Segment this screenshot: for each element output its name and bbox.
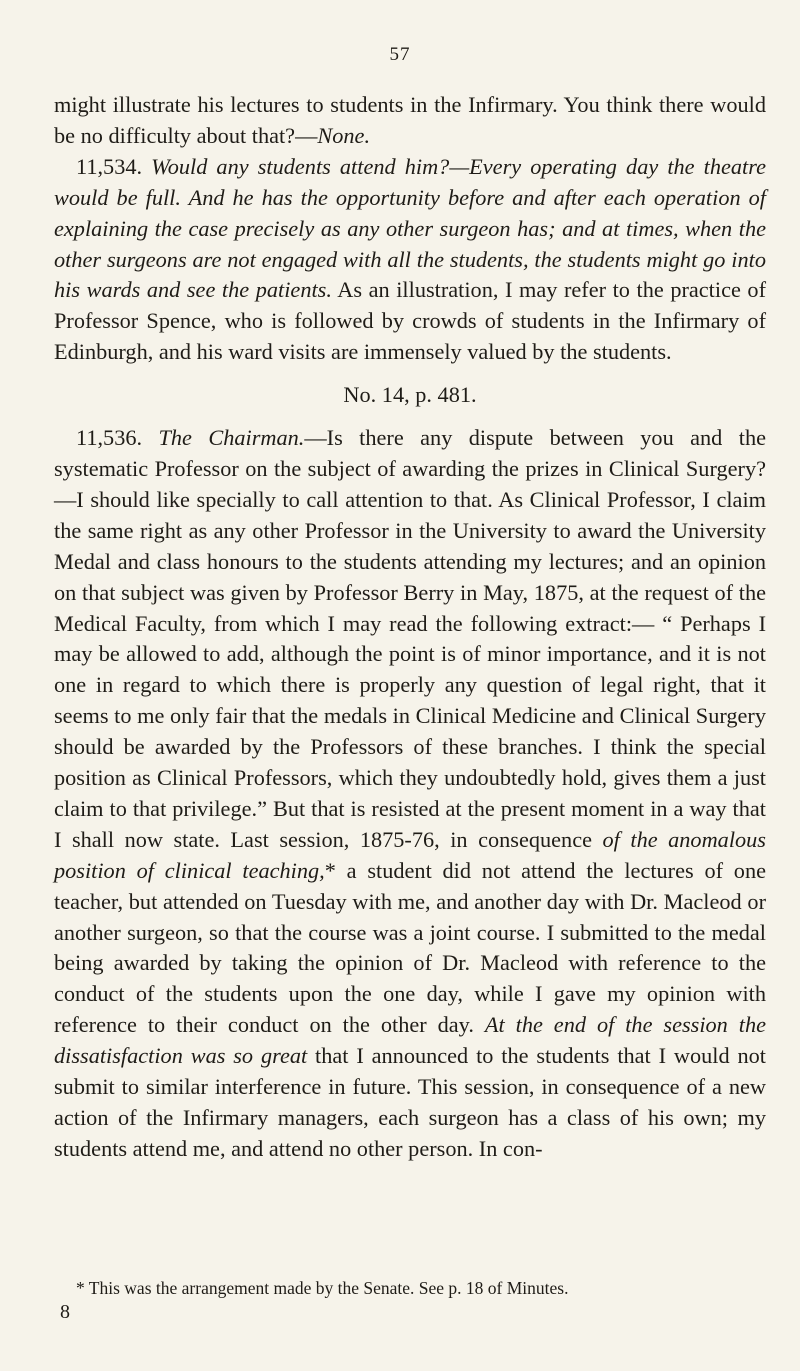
text-run: No. 14, p. 481. — [343, 382, 477, 408]
paragraph-question-11536 — [54, 423, 766, 1165]
text-run: that I announced to the students that I would not submit to similar interference in future. This session, in consequence of a new action of the Infirmary managers, each surgeon has a class of his own; my students attend me, and attend no other person. In con- — [54, 1043, 766, 1161]
italic-text-run: The Chairman. — [158, 425, 305, 451]
paragraph-1 — [54, 90, 766, 152]
page-number: 57 — [389, 44, 411, 65]
italic-text-run: Would any students attend him?—Every operating day the theatre would be full. And he has the opportunity before and after each operation of explaining the case precisely as any other surgeon has; and at times, when the other surgeons are not engaged with all the students, the students might go into his wards and see the patients. — [54, 153, 766, 303]
text-run: * a student did not attend the lectures of one teacher, but attended on Tuesday with me, and another day with Dr. Macleod or another surgeon, so that the course was a joint course. I submitted to the medal being awarded by taking the opinion of Dr. Macleod with reference to the conduct of the students upon the one day, while I gave my opinion with reference to their conduct on the other day. — [54, 857, 766, 1038]
italic-text-run: None. — [317, 122, 371, 148]
body-text — [54, 90, 766, 1165]
section-reference — [54, 380, 766, 411]
text-run: might illustrate his lectures to students in the Infirmary. You think there would be no difficulty about that?— — [54, 92, 766, 148]
text-run: —Is there any dispute between you and the systematic Professor on the subject of awarding the prizes in Clinical Surgery?—I should like specially to call attention to that. As Clinical Professor, I claim the same right as any other Professor in the University to award the University Medal and class honours to the students attending my lectures; and an opinion on that subject was given by Professor Berry in May, 1875, at the request of the Medical Faculty, from which I may read the following extract:— “ Perhaps I may be allowed to add, although the point is of minor importance, and it is not one in regard to which there is properly any question of legal right, that it seems to me only fair that the medals in Clinical Medicine and Clinical Surgery should be awarded by the Professors of these branches. I think the special position as Clinical Professors, which they undoubtedly hold, gives them a just claim to that privilege.” But that is resisted at the present moment in a way that I shall now state. Last session, 1875-76, in consequence — [54, 425, 766, 852]
signature-mark: 8 — [60, 1301, 70, 1323]
paragraph-question-11534 — [54, 152, 766, 368]
text-run: As an illustration, I may refer to the practice of Professor Spence, who is followed by crowds of students in the Infirmary of Edinburgh, and his ward visits are immensely valued by the students. — [54, 277, 767, 365]
footnote: * This was the arrangement made by the Senate. See p. 18 of Minutes. — [76, 1278, 569, 1298]
italic-text-run: of the anomalous position of clinical teaching, — [54, 826, 766, 883]
text-run: 11,534. — [76, 153, 152, 179]
italic-text-run: At the end of the session the dissatisfaction was so great — [54, 1012, 766, 1069]
text-run: 11,536. — [76, 425, 159, 451]
